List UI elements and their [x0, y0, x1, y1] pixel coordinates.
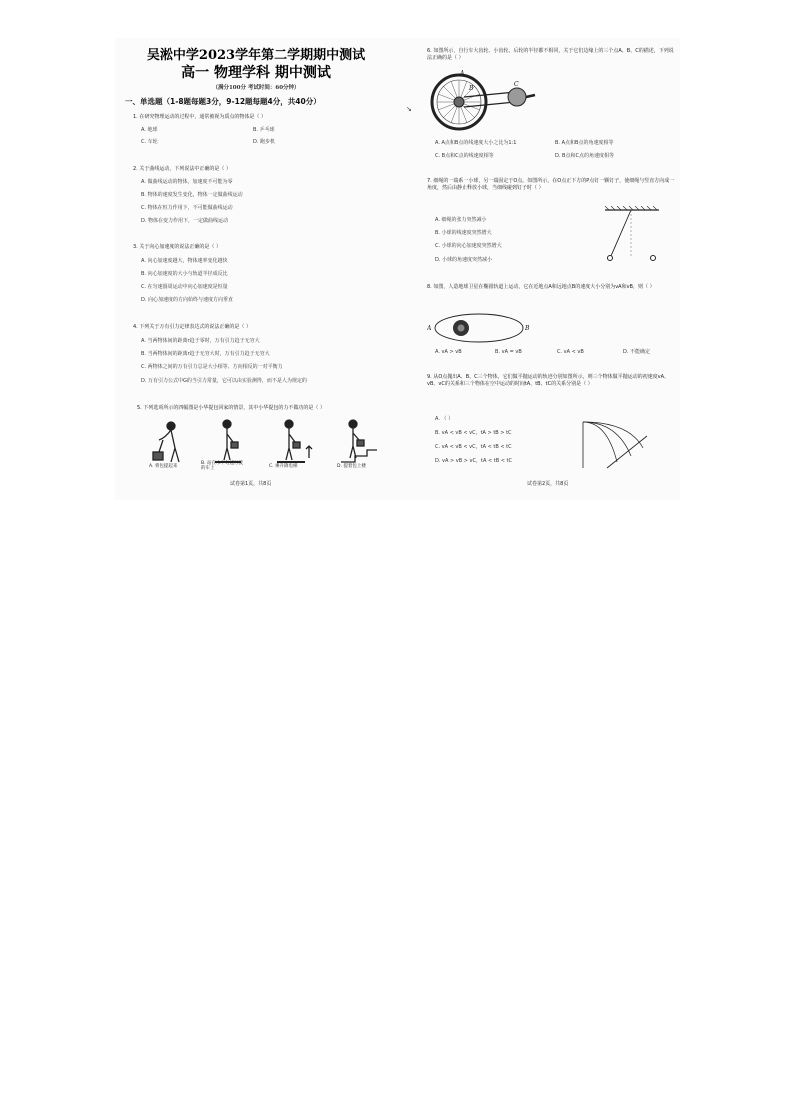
question-6-option-c: C. B点和C点的线速度相等: [435, 153, 494, 159]
question-1-option-b: B. 乒乓球: [253, 127, 275, 133]
question-4-stem: 4. 下列关于万有引力定律表达式的说法正确的是（ ）: [133, 324, 251, 330]
question-3-option-b: B. 向心加速度的大小与轨道半径成反比: [141, 271, 228, 277]
question-2-option-b: B. 物体的速度发生变化，物体一定做曲线运动: [141, 192, 243, 198]
question-8-option-a: A. vA > vB: [435, 349, 462, 355]
orbit-label-a: A: [427, 325, 432, 332]
exam-title: 吴淞中学2023学年第二学期期中测试: [146, 48, 366, 63]
question-8-stem: 8. 如图，人造地球卫星在椭圆轨道上运动，它在近地点A和远地点B的速度大小分别为vA和vB，则（ ）: [427, 284, 655, 290]
scanned-exam-sheet: [115, 38, 680, 500]
question-9-option-a: A. （ ）: [435, 416, 454, 422]
question-2-stem: 2. 关于曲线运动，下列说法中正确的是（ ）: [133, 166, 231, 172]
stray-pen-mark: ↘: [406, 105, 412, 113]
question-8-option-d: D. 不能确定: [623, 349, 651, 355]
question-1-option-a: A. 地球: [141, 127, 158, 133]
question-2-option-d: D. 物体在变力作用下，一定做曲线运动: [141, 218, 229, 224]
question-3-option-d: D. 向心加速度的方向始终与速度方向垂直: [141, 297, 234, 303]
figure-a-person-lifting-bag: [153, 422, 179, 462]
question-7-pendulum-figure: [595, 206, 665, 266]
label-a: A: [460, 70, 465, 77]
figure-d-person-climbing-stairs: [341, 420, 377, 462]
question-3-option-c: C. 在匀速圆周运动中向心加速度是恒量: [141, 284, 228, 290]
question-4-option-a: A. 当两物体间的距离r趋于零时，万有引力趋于无穷大: [141, 338, 260, 344]
question-8-satellite-orbit-figure: [427, 310, 531, 346]
exam-info: （满分100分 考试时间：60分钟）: [212, 85, 300, 91]
question-6-option-a: A. A点和B点的线速度大小之比为1:1: [435, 140, 517, 146]
question-6-bicycle-gear-figure: [429, 66, 539, 134]
exam-subtitle: 高一 物理学科 期中测试: [181, 65, 331, 81]
question-7-option-c: C. 小球的向心加速度突然增大: [435, 243, 502, 249]
question-6-option-b: B. A点和B点的角速度相等: [555, 140, 614, 146]
question-5-caption-b: B. 站在水平匀速行驶的车上: [201, 461, 243, 471]
label-c: C: [514, 81, 519, 88]
section-heading: 一、单选题（1-8题每题3分，9-12题每题4分，共40分）: [125, 97, 321, 106]
question-9-stem: 9. 从O点抛出A、B、C三个物体，它们做平抛运动的轨迹分别如图所示，则三个物体做平抛运动的初速度vA、vB、vC的关系和三个物体在空中运动的时间tA、tB、tC的关系分别是（ ）: [427, 374, 670, 387]
question-9-option-d: D. vA > vB > vC，tA < tB < tC: [435, 458, 512, 464]
question-7-stem: 7. 细绳的一端系一小球，另一端固定于O点。如图所示，在O点正下方的P点钉一颗钉子，使细绳与竖直方向成一角度，然后由静止释放小球，当细线碰到钉子时（ ）: [427, 178, 675, 191]
question-9-option-b: B. vA < vB < vC，tA > tB > tC: [435, 430, 512, 436]
question-8-option-c: C. vA < vB: [557, 349, 584, 355]
question-8-option-b: B. vA = vB: [495, 349, 522, 355]
question-4-option-b: B. 当两物体间的距离r趋于无穷大时，万有引力趋于无穷大: [141, 351, 270, 357]
question-5-caption-c: C. 乘升降电梯: [269, 464, 298, 469]
left-page-footer: 试卷第1页，共8页: [230, 481, 272, 487]
question-7-option-b: B. 小球的线速度突然增大: [435, 230, 492, 236]
question-3-stem: 3. 关于向心加速度的说法正确的是（ ）: [133, 244, 221, 250]
orbit-label-b: B: [525, 325, 530, 332]
question-6-option-d: D. B点和C点的角速度相等: [555, 153, 614, 159]
question-7-option-a: A. 细绳的张力突然减小: [435, 217, 487, 223]
question-6-stem: 6. 如图所示，自行车大齿轮、小齿轮、后轮的半径都不相同，关于它们边缘上的三个点A、B、C的描述，下列说法正确的是（ ）: [427, 48, 674, 61]
question-5-stem: 5. 下列选项所示的四幅图是小华提包回家的情景，其中小华提包的力不做功的是（ ）: [137, 405, 325, 411]
question-2-option-c: C. 物体在恒力作用下，不可能做曲线运动: [141, 205, 233, 211]
question-3-option-a: A. 向心加速度越大，物体速率变化越快: [141, 258, 228, 264]
question-2-option-a: A. 做曲线运动的物体，加速度不可能为零: [141, 179, 233, 185]
question-7-option-d: D. 小球的角速度突然减小: [435, 257, 493, 263]
question-1-option-c: C. 车轮: [141, 139, 158, 145]
right-page-footer: 试卷第2页，共8页: [527, 481, 569, 487]
question-4-option-c: C. 两物体之间的万有引力总是大小相等、方向相反的一对平衡力: [141, 364, 283, 370]
figure-b-person-on-vehicle: [215, 420, 241, 462]
question-5-caption-a: A. 将包提起来: [149, 464, 178, 469]
question-5-caption-d: D. 提着包上楼: [337, 464, 366, 469]
question-9-option-c: C. vA < vB < vC，tA < tB < tC: [435, 444, 512, 450]
figure-c-person-in-elevator: [277, 420, 312, 462]
question-4-option-d: D. 万有引力公式中G的当引力常量，它可以由实验测得，而不是人为规定的: [141, 378, 307, 384]
label-b: B: [469, 85, 474, 92]
question-1-option-d: D. 跑步机: [253, 139, 276, 145]
question-1-stem: 1. 在研究物理运动的过程中，通常被视为质点的物体是（ ）: [133, 114, 266, 120]
question-9-projectile-figure: [577, 418, 647, 470]
